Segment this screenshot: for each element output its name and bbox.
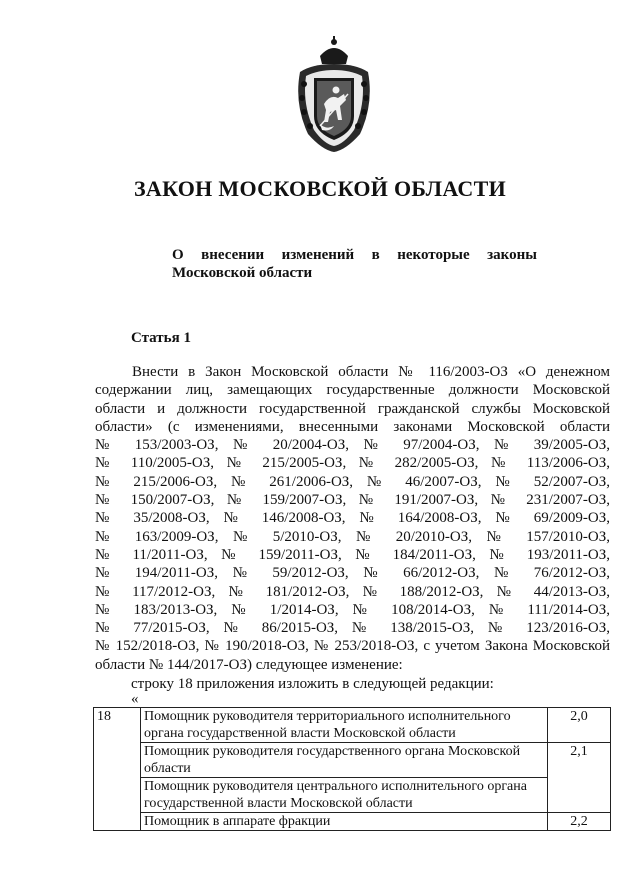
law-subtitle: [172, 246, 537, 282]
text-line: № 215/2006-ОЗ, № 261/2006-ОЗ, № 46/2007-ОЗ, № 52/2007-ОЗ,: [95, 473, 610, 490]
text-line: № 150/2007-ОЗ, № 159/2007-ОЗ, № 191/2007-ОЗ, № 231/2007-ОЗ,: [95, 492, 610, 509]
table-row: [94, 778, 611, 813]
text-line: № 163/2009-ОЗ, № 5/2010-ОЗ, № 20/2010-ОЗ, № 157/2010-ОЗ,: [95, 528, 610, 545]
position-cell: Помощник в аппарате фракции: [141, 813, 548, 831]
text-line: № 110/2005-ОЗ, № 215/2005-ОЗ, № 282/2005-ОЗ, № 113/2006-ОЗ,: [95, 455, 610, 472]
article-text: [95, 363, 610, 674]
text-line: области» (с изменениями, внесенными законами Московской области: [95, 418, 610, 435]
text-line: № 11/2011-ОЗ, № 159/2011-ОЗ, № 184/2011-ОЗ, № 193/2011-ОЗ,: [95, 546, 610, 563]
text-line: содержании лиц, замещающих государственные должности Московской: [95, 382, 610, 399]
coefficient-cell: 2,1: [548, 743, 611, 813]
coefficient-cell: 2,0: [548, 708, 611, 743]
moscow-oblast-coat-of-arms-icon: [286, 34, 382, 154]
text-line: № 194/2011-ОЗ, № 59/2012-ОЗ, № 66/2012-ОЗ, № 76/2012-ОЗ,: [95, 565, 610, 582]
instruction-text: строку 18 приложения изложить в следующей редакции:: [131, 676, 494, 692]
text-line: № 153/2003-ОЗ, № 20/2004-ОЗ, № 97/2004-ОЗ, № 39/2005-ОЗ,: [95, 437, 610, 454]
row-number-cell: 18: [94, 708, 141, 831]
text-line: № 117/2012-ОЗ, № 181/2012-ОЗ, № 188/2012-ОЗ, № 44/2013-ОЗ,: [95, 583, 610, 600]
text-line: № 183/2013-ОЗ, № 1/2014-ОЗ, № 108/2014-ОЗ, № 111/2014-ОЗ,: [95, 601, 610, 618]
text-line: области № 144/2017-ОЗ) следующее изменение:: [95, 656, 403, 673]
position-cell: Помощник руководителя территориального исполнительного органа государственной власти Московской области: [141, 708, 548, 743]
text-line: № 77/2015-ОЗ, № 86/2015-ОЗ, № 138/2015-ОЗ, № 123/2016-ОЗ,: [95, 620, 610, 637]
appendix-table: [93, 707, 611, 831]
position-cell: Помощник руководителя центрального исполнительного органа государственной власти Московской области: [141, 778, 548, 813]
table-row: [94, 708, 611, 743]
law-title: ЗАКОН МОСКОВСКОЙ ОБЛАСТИ: [133, 176, 507, 201]
text-line: области и должности государственной гражданской службы Московской: [95, 400, 610, 417]
text-line: № 152/2018-ОЗ, № 190/2018-ОЗ, № 253/2018-ОЗ, с учетом Закона Московской: [95, 638, 610, 655]
text-line: Внести в Закон Московской области № 116/2003-ОЗ «О денежном: [132, 364, 610, 380]
table-row: [94, 813, 611, 831]
text-line: № 35/2008-ОЗ, № 146/2008-ОЗ, № 164/2008-ОЗ, № 69/2009-ОЗ,: [95, 510, 610, 527]
coefficient-cell: 2,2: [548, 813, 611, 831]
article-heading: Статья 1: [131, 330, 191, 346]
subtitle-line-1: О внесении изменений в некоторые законы: [172, 247, 537, 263]
table-row: [94, 743, 611, 778]
position-cell: Помощник руководителя государственного органа Московской области: [141, 743, 548, 778]
opening-quote: «: [131, 691, 139, 707]
subtitle-line-2: Московской области: [172, 265, 313, 281]
